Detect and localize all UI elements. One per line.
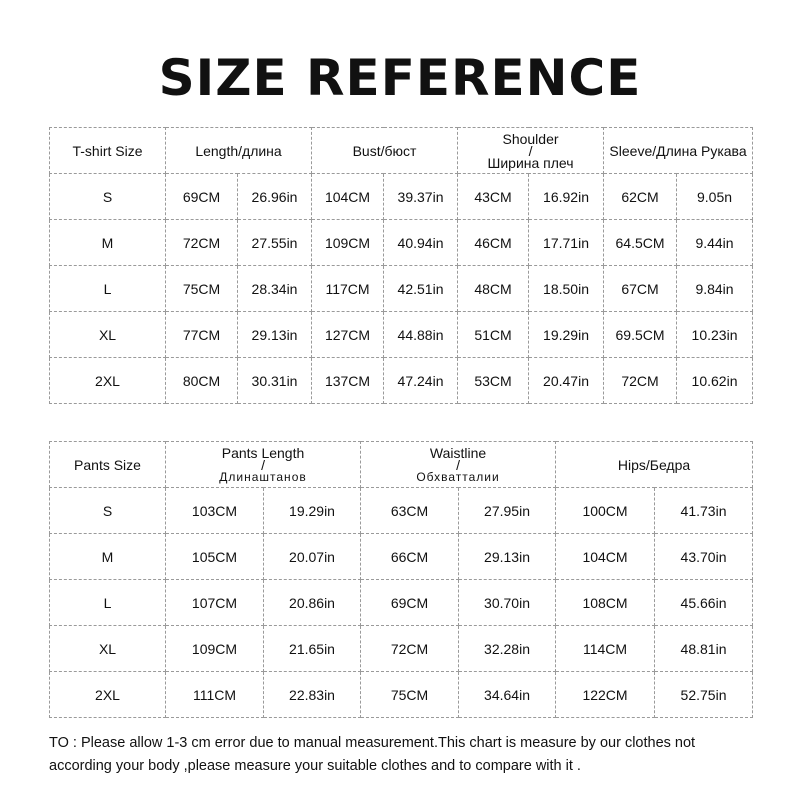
length-cm-cell: 72CM — [166, 220, 238, 266]
table-row — [50, 266, 753, 312]
hips-header: Hips/Бедра — [556, 442, 753, 488]
table-row — [50, 174, 753, 220]
shoulder-in-cell: 17.71in — [529, 220, 604, 266]
waist-cm-cell: 66CM — [361, 534, 459, 580]
size-cell: 2XL — [50, 672, 166, 718]
waist-in-cell: 27.95in — [459, 488, 556, 534]
waist-in-cell: 34.64in — [459, 672, 556, 718]
shoulder-cm-cell: 46CM — [458, 220, 529, 266]
pants-header-row — [50, 442, 753, 488]
shoulder-in-cell: 18.50in — [529, 266, 604, 312]
pants-length-in-cell: 20.07in — [264, 534, 361, 580]
hips-cm-cell: 104CM — [556, 534, 655, 580]
size-cell: S — [50, 174, 166, 220]
bust-in-cell: 47.24in — [384, 358, 458, 404]
measurement-note-line-2: according your body ,please measure your suitable clothes and to compare with it . — [49, 758, 581, 774]
table-row — [50, 580, 753, 626]
shoulder-header-en: Shoulder — [502, 130, 559, 147]
pants-length-cm-cell: 103CM — [166, 488, 264, 534]
waist-cm-cell: 72CM — [361, 626, 459, 672]
pants-size-header: Pants Size — [50, 442, 166, 488]
bust-cm-cell: 104CM — [312, 174, 384, 220]
hips-cm-cell: 114CM — [556, 626, 655, 672]
hips-in-cell: 48.81in — [655, 626, 753, 672]
pants-length-cm-cell: 111CM — [166, 672, 264, 718]
size-cell: S — [50, 488, 166, 534]
shoulder-in-cell: 16.92in — [529, 174, 604, 220]
waist-cm-cell: 63CM — [361, 488, 459, 534]
bust-in-cell: 40.94in — [384, 220, 458, 266]
table-row — [50, 534, 753, 580]
table-row — [50, 626, 753, 672]
length-in-cell: 30.31in — [238, 358, 312, 404]
pants-length-header-sep: / — [261, 456, 265, 473]
size-cell: M — [50, 220, 166, 266]
bust-cm-cell: 109CM — [312, 220, 384, 266]
table-row — [50, 312, 753, 358]
bust-in-cell: 42.51in — [384, 266, 458, 312]
page-title: SIZE REFERENCE — [158, 49, 642, 107]
shoulder-header-sep: / — [528, 142, 533, 159]
waist-in-cell: 30.70in — [459, 580, 556, 626]
hips-in-cell: 43.70in — [655, 534, 753, 580]
table-row — [50, 220, 753, 266]
pants-length-in-cell: 19.29in — [264, 488, 361, 534]
hips-cm-cell: 100CM — [556, 488, 655, 534]
table-row — [50, 358, 753, 404]
tshirt-size-table — [49, 127, 753, 404]
size-cell: XL — [50, 626, 166, 672]
sleeve-header: Sleeve/Длина Рукава — [604, 128, 753, 174]
length-cm-cell: 80CM — [166, 358, 238, 404]
length-in-cell: 27.55in — [238, 220, 312, 266]
hips-cm-cell: 122CM — [556, 672, 655, 718]
hips-cm-cell: 108CM — [556, 580, 655, 626]
pants-length-cm-cell: 109CM — [166, 626, 264, 672]
bust-header: Bust/бюст — [312, 128, 458, 174]
waistline-header-en: Waistline — [429, 444, 487, 461]
size-cell: L — [50, 580, 166, 626]
measurement-note-line-1: TO : Please allow 1-3 cm error due to manual measurement.This chart is measure by our clothes not — [49, 735, 696, 751]
pants-length-cm-cell: 105CM — [166, 534, 264, 580]
sleeve-cm-cell: 62CM — [604, 174, 677, 220]
hips-in-cell: 45.66in — [655, 580, 753, 626]
size-cell: 2XL — [50, 358, 166, 404]
pants-length-header — [166, 442, 361, 488]
shoulder-cm-cell: 48CM — [458, 266, 529, 312]
shoulder-header — [458, 128, 604, 174]
sleeve-cm-cell: 67CM — [604, 266, 677, 312]
tshirt-size-header: T-shirt Size — [50, 128, 166, 174]
bust-cm-cell: 117CM — [312, 266, 384, 312]
shoulder-cm-cell: 53CM — [458, 358, 529, 404]
table-row — [50, 672, 753, 718]
waist-in-cell: 29.13in — [459, 534, 556, 580]
sleeve-in-cell: 10.62in — [677, 358, 753, 404]
pants-length-in-cell: 22.83in — [264, 672, 361, 718]
bust-in-cell: 44.88in — [384, 312, 458, 358]
waistline-header-sep: / — [456, 456, 460, 473]
length-cm-cell: 77CM — [166, 312, 238, 358]
length-in-cell: 26.96in — [238, 174, 312, 220]
length-in-cell: 29.13in — [238, 312, 312, 358]
hips-in-cell: 41.73in — [655, 488, 753, 534]
sleeve-cm-cell: 72CM — [604, 358, 677, 404]
size-cell: XL — [50, 312, 166, 358]
bust-cm-cell: 127CM — [312, 312, 384, 358]
pants-size-table — [49, 441, 753, 718]
length-in-cell: 28.34in — [238, 266, 312, 312]
pants-length-cm-cell: 107CM — [166, 580, 264, 626]
bust-cm-cell: 137CM — [312, 358, 384, 404]
measurement-note — [49, 732, 769, 778]
waist-cm-cell: 75CM — [361, 672, 459, 718]
length-cm-cell: 69CM — [166, 174, 238, 220]
pants-length-in-cell: 21.65in — [264, 626, 361, 672]
length-cm-cell: 75CM — [166, 266, 238, 312]
waistline-header — [361, 442, 556, 488]
bust-in-cell: 39.37in — [384, 174, 458, 220]
size-cell: M — [50, 534, 166, 580]
tshirt-header-row — [50, 128, 753, 174]
sleeve-in-cell: 10.23in — [677, 312, 753, 358]
shoulder-in-cell: 20.47in — [529, 358, 604, 404]
sleeve-in-cell: 9.05n — [677, 174, 753, 220]
waist-cm-cell: 69CM — [361, 580, 459, 626]
size-cell: L — [50, 266, 166, 312]
shoulder-header-ru: Ширина плеч — [487, 154, 574, 171]
table-row — [50, 488, 753, 534]
sleeve-cm-cell: 69.5CM — [604, 312, 677, 358]
length-header: Length/длина — [166, 128, 312, 174]
sleeve-in-cell: 9.84in — [677, 266, 753, 312]
hips-in-cell: 52.75in — [655, 672, 753, 718]
pants-length-header-ru: Длинаштанов — [219, 469, 307, 484]
waist-in-cell: 32.28in — [459, 626, 556, 672]
shoulder-in-cell: 19.29in — [529, 312, 604, 358]
sleeve-in-cell: 9.44in — [677, 220, 753, 266]
pants-length-header-en: Pants Length — [221, 444, 305, 461]
waistline-header-ru: Обхватталии — [416, 469, 500, 484]
shoulder-cm-cell: 43CM — [458, 174, 529, 220]
shoulder-cm-cell: 51CM — [458, 312, 529, 358]
pants-length-in-cell: 20.86in — [264, 580, 361, 626]
sleeve-cm-cell: 64.5CM — [604, 220, 677, 266]
